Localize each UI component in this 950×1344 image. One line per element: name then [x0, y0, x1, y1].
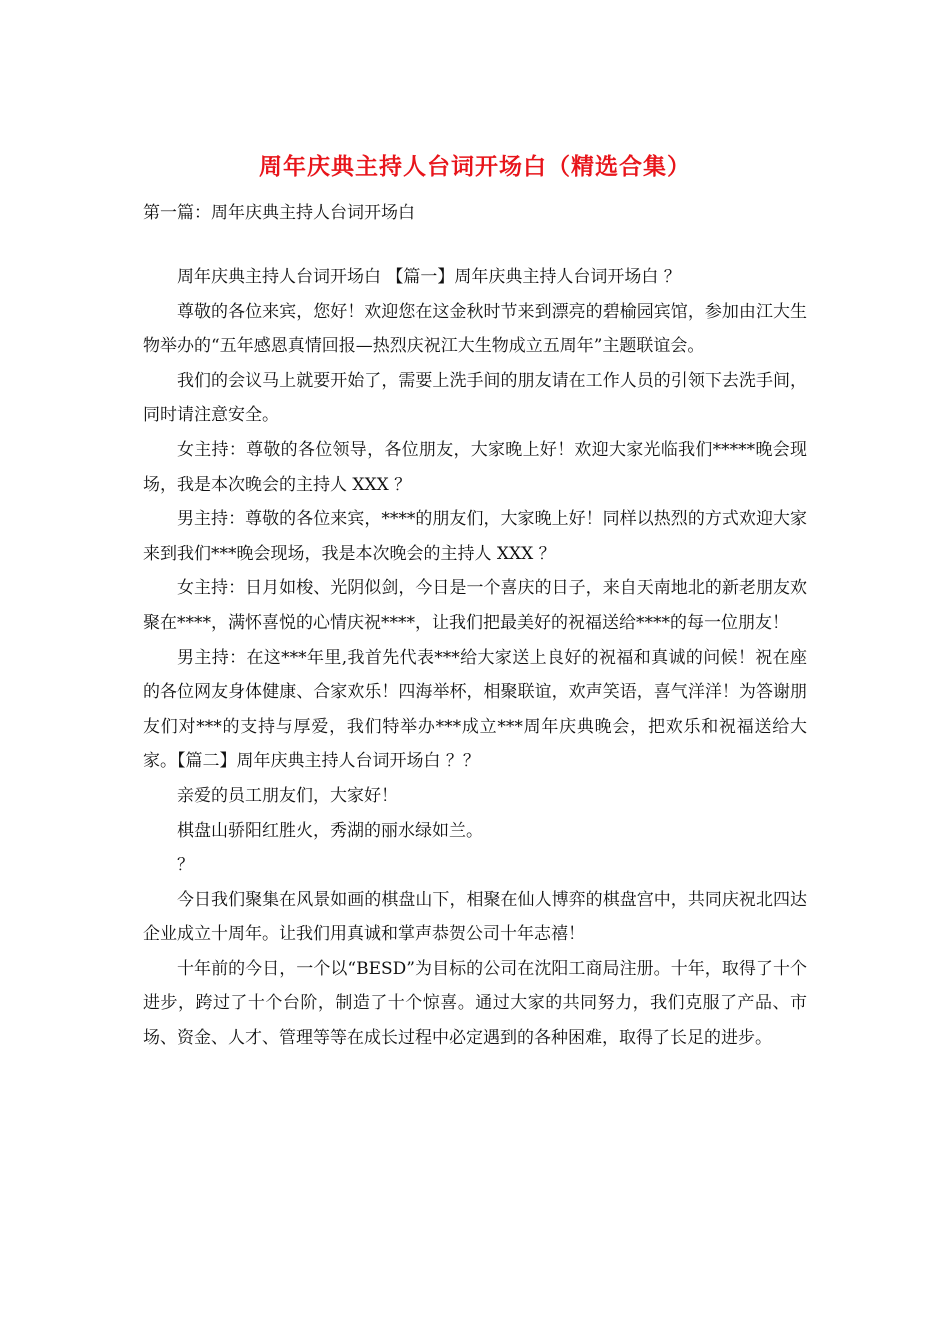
paragraph: ？ — [177, 855, 194, 876]
document-body — [143, 260, 807, 1056]
paragraph: 棋盘山骄阳红胜火，秀湖的丽水绿如兰。 — [177, 820, 483, 841]
paragraph: 男主持：尊敬的各位来宾，****的朋友们，大家晚上好！同样以热烈的方式欢迎大家来到我们***晚会现场，我是本次晚会的主持人 XXX ？ — [143, 509, 807, 564]
paragraph: 亲爱的员工朋友们，大家好！ — [177, 785, 398, 806]
paragraph: 女主持：日月如梭、光阴似剑，今日是一个喜庆的日子，来自天南地北的新老朋友欢聚在****，满怀喜悦的心情庆祝****，让我们把最美好的祝福送给****的每一位朋友！ — [143, 578, 807, 633]
paragraph: 周年庆典主持人台词开场白 【篇一】周年庆典主持人台词开场白 ？ — [177, 267, 681, 287]
document-title: 周年庆典主持人台词开场白（精选合集） — [259, 153, 691, 180]
paragraph: 今日我们聚集在风景如画的棋盘山下，相聚在仙人博弈的棋盘宫中，共同庆祝北四达企业成立十周年。让我们用真诚和掌声恭贺公司十年志禧！ — [143, 889, 807, 945]
paragraph: 男主持：在这***年里,我首先代表***给大家送上良好的祝福和真诚的问候！祝在座的各位网友身体健康、合家欢乐！四海举杯，相聚联谊，欢声笑语，喜气洋洋！为答谢朋友们对***的支持与厚爱，我们特举办***成立***周年庆典晚会，把欢乐和祝福送给大家。【篇二】周年庆典主持人台词开场白 ？？ — [143, 647, 807, 772]
paragraph: 我们的会议马上就要开始了，需要上洗手间的朋友请在工作人员的引领下去洗手间，同时请注意安全。 — [143, 370, 807, 426]
paragraph: 尊敬的各位来宾，您好！欢迎您在这金秋时节来到漂亮的碧榆园宾馆，参加由江大生物举办的“五年感恩真情回报—热烈庆祝江大生物成立五周年”主题联谊会。 — [143, 301, 807, 357]
section-heading: 第一篇：周年庆典主持人台词开场白 — [143, 203, 415, 223]
paragraph: 女主持：尊敬的各位领导，各位朋友，大家晚上好！欢迎大家光临我们*****晚会现场，我是本次晚会的主持人 XXX ？ — [143, 439, 807, 495]
paragraph: 十年前的今日，一个以“BESD”为目标的公司在沈阳工商局注册。十年，取得了十个进步，跨过了十个台阶，制造了十个惊喜。通过大家的共同努力，我们克服了产品、市场、资金、人才、管理等等在成长过程中必定遇到的各种困难，取得了长足的进步。 — [143, 958, 807, 1049]
